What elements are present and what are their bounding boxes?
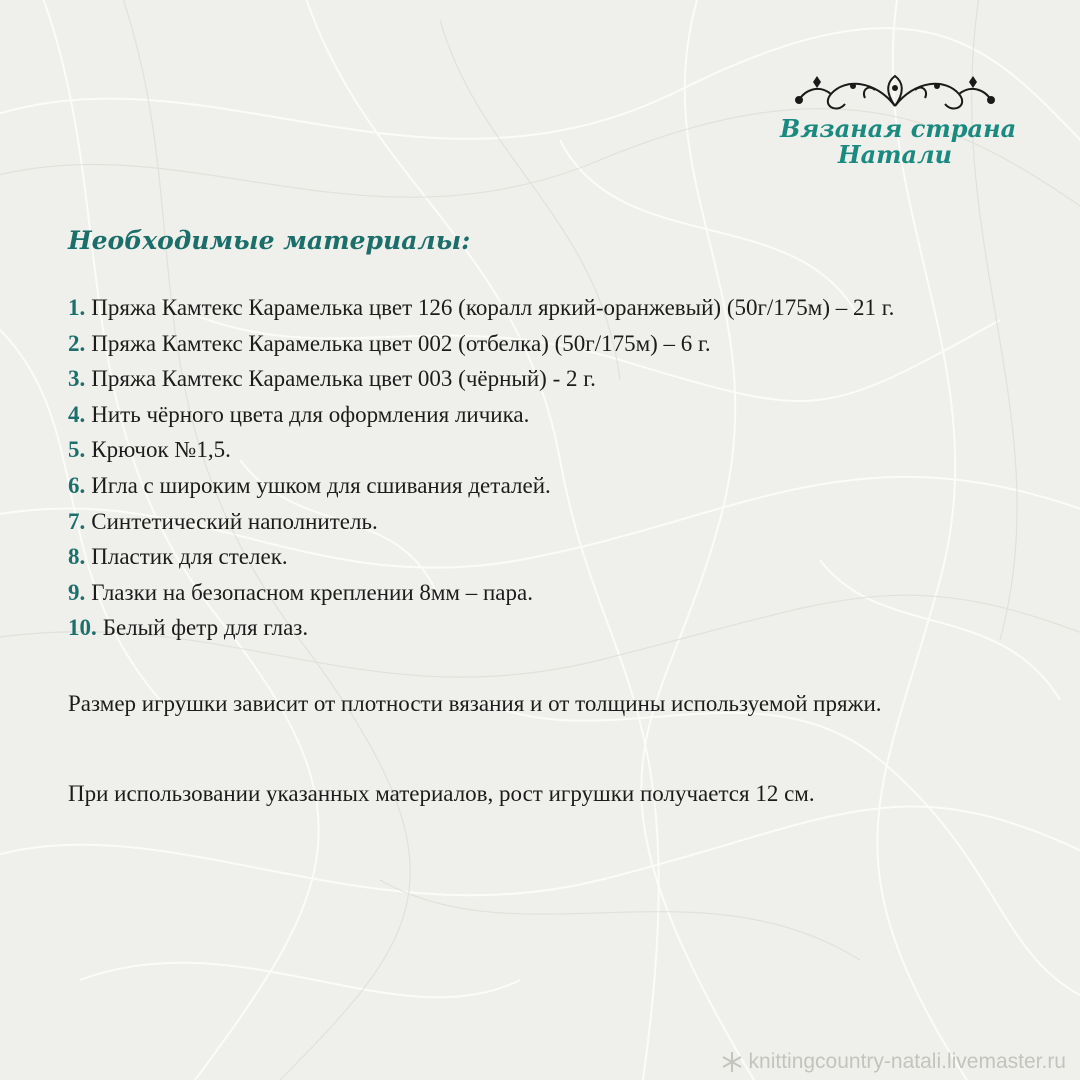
item-number: 3. — [68, 366, 86, 392]
item-text: Глазки на безопасном креплении 8мм – пара. — [91, 579, 533, 605]
brand-logo — [780, 70, 1017, 190]
item-text: Пряжа Камтекс Карамелька цвет 003 (чёрный) - 2 г. — [91, 366, 596, 392]
item-number: 8. — [68, 544, 86, 570]
list-item — [68, 290, 988, 326]
item-number: 5. — [68, 437, 86, 463]
site-watermark — [721, 1050, 1066, 1074]
height-note: При использовании указанных материалов, рост игрушки получается 12 см. — [68, 781, 815, 806]
list-item — [68, 432, 988, 468]
item-number: 7. — [68, 508, 86, 534]
item-number: 9. — [68, 579, 86, 605]
floral-ornament-icon — [785, 70, 1005, 116]
item-number: 10. — [68, 615, 97, 641]
item-number: 1. — [68, 295, 86, 320]
item-text: Пластик для стелек. — [91, 544, 288, 570]
list-item — [68, 468, 988, 504]
snowflake-icon — [721, 1051, 743, 1073]
list-item — [68, 361, 988, 397]
item-text: Крючок №1,5. — [91, 437, 231, 463]
item-text: Пряжа Камтекс Карамелька цвет 002 (отбелка) (50г/175м) – 6 г. — [91, 330, 711, 356]
list-item — [68, 504, 988, 540]
item-number: 2. — [68, 330, 86, 356]
list-item — [68, 397, 988, 433]
list-item — [68, 326, 988, 362]
item-text: Пряжа Камтекс Карамелька цвет 126 (коралл яркий-оранжевый) (50г/175м) – 21 г. — [91, 295, 895, 320]
logo-line-2: Натали — [837, 140, 953, 169]
list-item — [68, 575, 988, 611]
materials-heading: Необходимые материалы: — [68, 226, 471, 255]
item-text: Нить чёрного цвета для оформления личика. — [91, 401, 530, 427]
list-item — [68, 539, 988, 575]
item-text: Синтетический наполнитель. — [91, 508, 378, 534]
logo-line-1: Вязаная страна — [780, 114, 1017, 143]
item-text: Белый фетр для глаз. — [102, 615, 309, 641]
watermark-text: knittingcountry-natali.livemaster.ru — [748, 1050, 1066, 1073]
materials-list — [68, 290, 988, 646]
item-text: Игла с широким ушком для сшивания деталей. — [91, 472, 551, 498]
size-note: Размер игрушки зависит от плотности вязания и от толщины используемой пряжи. — [68, 691, 882, 716]
item-number: 4. — [68, 401, 86, 427]
list-item — [68, 610, 988, 646]
item-number: 6. — [68, 472, 86, 498]
